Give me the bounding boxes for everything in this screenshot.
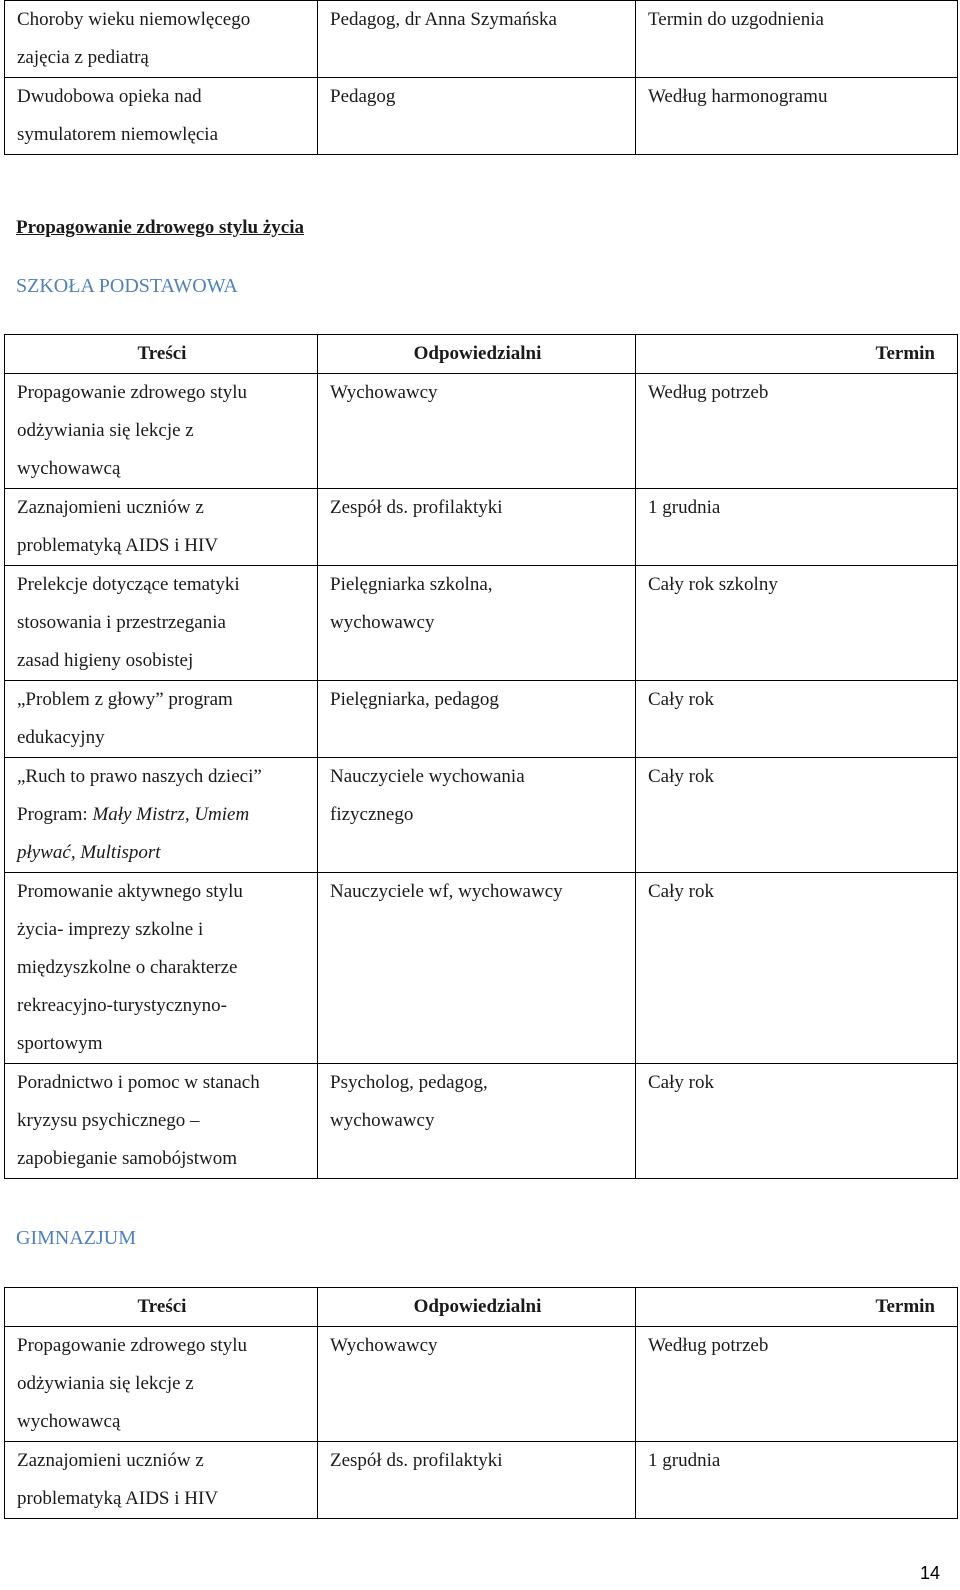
responsible-cell xyxy=(318,566,636,681)
cell-line: zasad higieny osobistej xyxy=(17,650,194,671)
cell-line: Termin do uzgodnienia xyxy=(648,9,824,30)
cell-line: Prelekcje dotyczące tematyki xyxy=(17,574,240,595)
cell-line: zajęcia z pediatrą xyxy=(17,47,149,68)
gymnasium-table xyxy=(4,1287,958,1519)
term-cell xyxy=(636,681,958,758)
cell-line: sportowym xyxy=(17,1033,103,1054)
table-row xyxy=(5,1,958,78)
cell-line: Propagowanie zdrowego stylu xyxy=(17,1335,248,1356)
cell-line: Cały rok xyxy=(648,881,714,902)
cell-line: 1 grudnia xyxy=(648,1450,721,1471)
cell-line: Psycholog, pedagog, xyxy=(330,1072,488,1093)
program-names: pływać, Multisport xyxy=(17,842,161,863)
primary-school-table xyxy=(4,334,958,1179)
term-cell xyxy=(636,1,958,78)
table-row xyxy=(5,566,958,681)
section-title-primary-school: SZKOŁA PODSTAWOWA xyxy=(16,275,238,297)
cell-line: wychowawcą xyxy=(17,458,121,479)
page-number: 14 xyxy=(919,1563,940,1583)
cell-line: Według harmonogramu xyxy=(648,86,828,107)
cell-line: fizycznego xyxy=(330,804,414,825)
term-cell xyxy=(636,78,958,155)
cell-line: problematyką AIDS i HIV xyxy=(17,1488,219,1509)
top-table xyxy=(4,0,958,155)
cell-line: Zespół ds. profilaktyki xyxy=(330,1450,503,1471)
cell-line: symulatorem niemowlęcia xyxy=(17,124,219,145)
cell-line: Wychowawcy xyxy=(330,382,438,403)
cell-line: „Problem z głowy” program xyxy=(17,689,233,710)
table-row xyxy=(5,78,958,155)
cell-line: 1 grudnia xyxy=(648,497,721,518)
cell-line: edukacyjny xyxy=(17,727,105,748)
cell-line: rekreacyjno-turystycznyno- xyxy=(17,995,227,1016)
main-heading: Propagowanie zdrowego stylu życia xyxy=(16,217,304,238)
cell-line: Choroby wieku niemowlęcego xyxy=(17,9,251,30)
responsible-cell xyxy=(318,758,636,873)
cell-line: „Ruch to prawo naszych dzieci” xyxy=(17,766,262,787)
cell-line: Pielęgniarka szkolna, xyxy=(330,574,493,595)
responsible-cell xyxy=(318,1064,636,1179)
cell-line: Zaznajomieni uczniów z xyxy=(17,497,204,518)
responsible-cell xyxy=(318,374,636,489)
responsible-cell xyxy=(318,1,636,78)
header-responsible: Odpowiedzialni xyxy=(318,335,636,374)
cell-line: Według potrzeb xyxy=(648,1335,769,1356)
term-cell xyxy=(636,489,958,566)
cell-line: Nauczyciele wf, wychowawcy xyxy=(330,881,563,902)
term-cell xyxy=(636,1064,958,1179)
cell-line: Cały rok xyxy=(648,766,714,787)
table-row xyxy=(5,681,958,758)
responsible-cell xyxy=(318,78,636,155)
header-responsible: Odpowiedzialni xyxy=(318,1288,636,1327)
cell-line: Nauczyciele wychowania xyxy=(330,766,525,787)
table-header-row xyxy=(5,1288,958,1327)
term-cell xyxy=(636,374,958,489)
cell-line: Zespół ds. profilaktyki xyxy=(330,497,503,518)
table-row xyxy=(5,489,958,566)
term-cell xyxy=(636,1327,958,1442)
content-cell xyxy=(5,374,318,489)
header-content: Treści xyxy=(5,335,318,374)
cell-line: wychowawcą xyxy=(17,1411,121,1432)
content-cell xyxy=(5,1,318,78)
content-cell xyxy=(5,1327,318,1442)
cell-line: międzyszkolne o charakterze xyxy=(17,957,238,978)
cell-line: Pedagog xyxy=(330,86,396,107)
cell-line: Wychowawcy xyxy=(330,1335,438,1356)
content-cell xyxy=(5,566,318,681)
program-prefix: Program: xyxy=(17,804,93,825)
cell-line: Cały rok xyxy=(648,689,714,710)
section-title-gymnasium: GIMNAZJUM xyxy=(16,1227,136,1249)
table-row xyxy=(5,1327,958,1442)
cell-line: Propagowanie zdrowego stylu xyxy=(17,382,248,403)
table-row xyxy=(5,1064,958,1179)
content-cell xyxy=(5,1064,318,1179)
cell-line: Cały rok xyxy=(648,1072,714,1093)
table-header-row xyxy=(5,335,958,374)
cell-line: Promowanie aktywnego stylu xyxy=(17,881,243,902)
table-row xyxy=(5,374,958,489)
cell-line: kryzysu psychicznego – xyxy=(17,1110,200,1131)
cell-line: wychowawcy xyxy=(330,1110,435,1131)
cell-line: życia- imprezy szkolne i xyxy=(17,919,204,940)
cell-line: odżywiania się lekcje z xyxy=(17,1373,194,1394)
content-cell xyxy=(5,489,318,566)
cell-line xyxy=(17,834,307,872)
responsible-cell xyxy=(318,873,636,1064)
responsible-cell xyxy=(318,681,636,758)
table-row xyxy=(5,1442,958,1519)
table-row xyxy=(5,873,958,1064)
header-content: Treści xyxy=(5,1288,318,1327)
responsible-cell xyxy=(318,489,636,566)
cell-line: problematyką AIDS i HIV xyxy=(17,535,219,556)
table-row xyxy=(5,758,958,873)
term-cell xyxy=(636,1442,958,1519)
cell-line: wychowawcy xyxy=(330,612,435,633)
cell-line: Pielęgniarka, pedagog xyxy=(330,689,499,710)
content-cell xyxy=(5,78,318,155)
content-cell xyxy=(5,681,318,758)
cell-line: stosowania i przestrzegania xyxy=(17,612,226,633)
content-cell xyxy=(5,1442,318,1519)
responsible-cell xyxy=(318,1442,636,1519)
cell-line: Poradnictwo i pomoc w stanach xyxy=(17,1072,260,1093)
content-cell xyxy=(5,873,318,1064)
cell-line: Cały rok szkolny xyxy=(648,574,778,595)
term-cell xyxy=(636,758,958,873)
header-term: Termin xyxy=(636,1288,958,1327)
content-cell xyxy=(5,758,318,873)
cell-line: zapobieganie samobójstwom xyxy=(17,1148,238,1169)
program-names: Mały Mistrz, Umiem xyxy=(92,804,250,825)
cell-line: Dwudobowa opieka nad xyxy=(17,86,202,107)
term-cell xyxy=(636,873,958,1064)
header-term: Termin xyxy=(636,335,958,374)
term-cell xyxy=(636,566,958,681)
cell-line: Według potrzeb xyxy=(648,382,769,403)
responsible-cell xyxy=(318,1327,636,1442)
cell-line: Pedagog, dr Anna Szymańska xyxy=(330,9,557,30)
cell-line: Zaznajomieni uczniów z xyxy=(17,1450,204,1471)
cell-line: odżywiania się lekcje z xyxy=(17,420,194,441)
cell-line xyxy=(17,796,307,834)
